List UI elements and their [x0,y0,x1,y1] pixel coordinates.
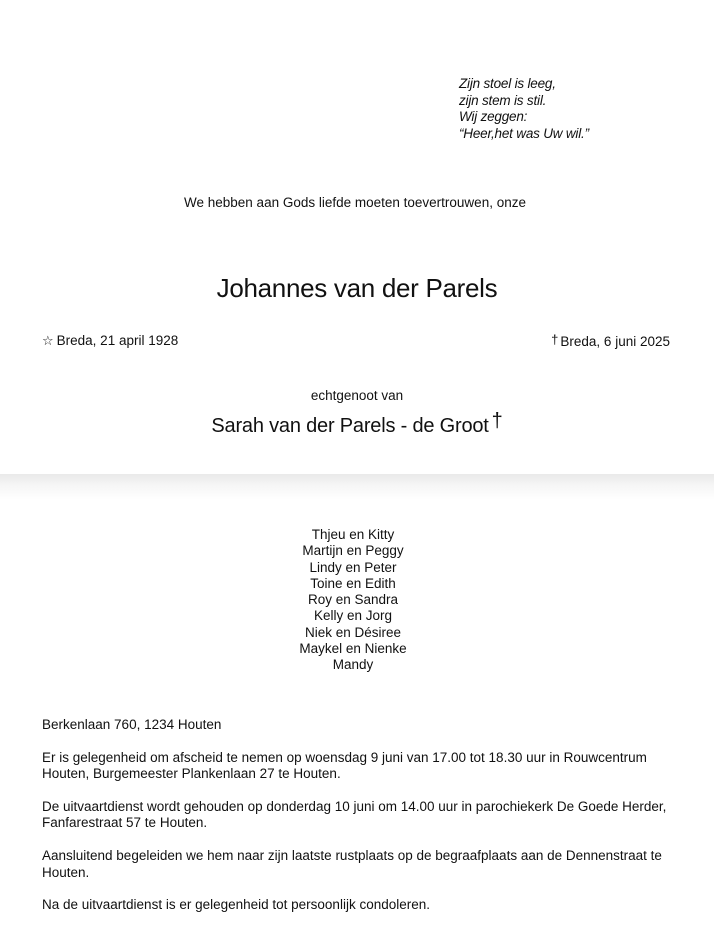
family-member: Kelly en Jorg [313,608,393,624]
poem-line: Zijn stoel is leeg, [459,76,556,91]
cross-icon: † [491,410,503,432]
cross-icon: † [551,332,559,347]
burial-info: Aansluitend begeleiden we hem naar zijn laatste rustplaats op de begraafplaats aan de Dennenstraat te Houten. [42,848,662,880]
family-member: Thjeu en Kitty [311,527,395,542]
birth-info [42,333,178,349]
spouse-name: Sarah van der Parels - de Groot [211,415,489,437]
poem-line: “Heer,het was Uw wil.” [459,125,589,141]
family-member: Toine en Edith [310,575,396,591]
announcement-card [0,0,714,474]
spouse-info [0,410,714,438]
family-member: Mandy [332,657,374,673]
family-member: Niek en Désiree [304,624,402,640]
card-divider [0,474,714,500]
star-icon: ☆ [42,333,54,348]
family-list [0,527,706,674]
deceased-name: Johannes van der Parels [216,273,498,303]
family-member: Maykel en Nienke [299,641,407,657]
practical-info [42,717,682,930]
family-member: Roy en Sandra [307,592,399,608]
poem-line: Wij zeggen: [459,109,528,124]
service-info: De uitvaartdienst wordt gehouden op donderdag 10 juni om 14.00 uur in parochiekerk De Goede Herder, Fanfarestraat 57 te Houten. [42,799,667,831]
poem [459,76,589,142]
death-date: Breda, 6 juni 2025 [560,334,670,349]
poem-line: zijn stem is stil. [459,92,547,108]
condolence-info: Na de uitvaartdienst is er gelegenheid tot persoonlijk condoleren. [42,897,430,913]
family-member: Lindy en Peter [309,559,397,575]
intro-text: We hebben aan Gods liefde moeten toevertrouwen, onze [184,195,526,210]
address: Berkenlaan 760, 1234 Houten [42,717,222,732]
family-member: Martijn en Peggy [302,543,404,559]
spouse-label: echtgenoot van [310,388,404,403]
farewell-info: Er is gelegenheid om afscheid te nemen op woensdag 9 juni van 17.00 tot 18.30 uur in Rouwcentrum Houten, Burgemeester Plankenlaan 27 te Houten. [42,749,647,782]
birth-date: Breda, 21 april 1928 [56,333,179,348]
death-info [551,332,670,349]
